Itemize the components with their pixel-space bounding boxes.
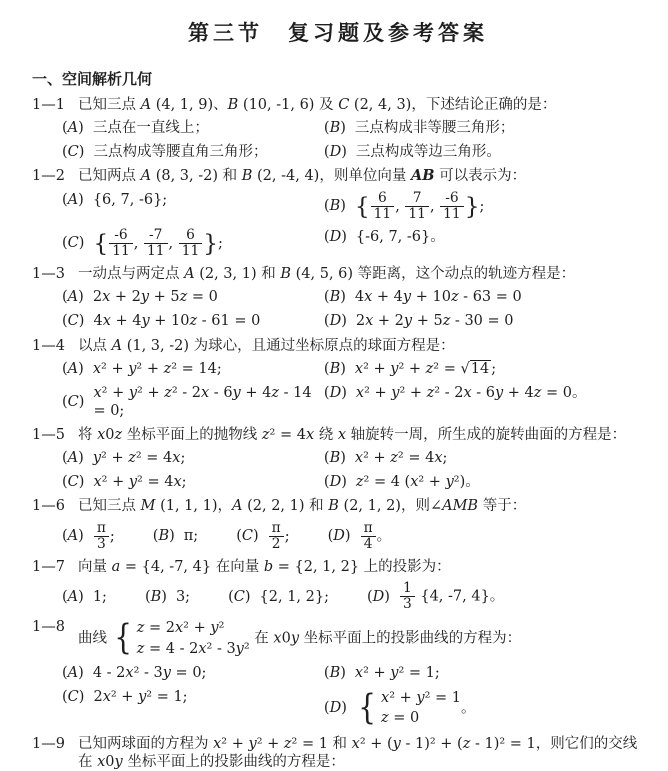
option-d (324, 473, 644, 491)
option-d (328, 521, 392, 552)
option-label: (D) (327, 528, 351, 545)
options-row (62, 581, 644, 612)
option-content: y² + z² = 4x; (92, 450, 186, 467)
question-number: 1—1 (32, 97, 65, 113)
option-b (153, 527, 198, 545)
options-grid (62, 119, 644, 161)
question-stem: 已知三点 M (1, 1, 1)，A (2, 2, 1) 和 B (2, 1, 2)，则∠AMB 等于： (78, 498, 527, 515)
option-b (145, 588, 190, 606)
question-number: 1—9 (32, 735, 65, 752)
option-a (62, 588, 107, 606)
option-label: (C) (62, 688, 85, 705)
option-d (324, 228, 644, 246)
option-content: { x² + y² = 1 z = 0 。 (358, 687, 476, 728)
option-label: (B) (152, 528, 175, 545)
page-title: 第三节 复习题及参考答案 (188, 20, 488, 45)
option-label: (C) (62, 235, 85, 252)
question-1-5 (32, 426, 644, 491)
option-c (62, 312, 324, 330)
option-label: (D) (323, 144, 347, 161)
option-d (367, 581, 504, 612)
question-number: 1—7 (32, 558, 65, 575)
option-label: (D) (323, 474, 347, 491)
option-label: (A) (62, 528, 84, 545)
option-c (236, 521, 289, 552)
question-stem: 已知三点 A (4, 1, 9)、B (10, -1, 6) 及 C (2, 4, 3)，下述结论正确的是： (78, 97, 557, 113)
option-content: x² + y² + z² = 14; (92, 360, 222, 377)
option-content: 三点构成等腰直角三角形； (93, 144, 268, 161)
option-c (228, 588, 329, 606)
option-label: (C) (228, 588, 251, 605)
option-content: 2x + 2y + 5z - 30 = 0 (355, 313, 514, 330)
option-label: (D) (323, 313, 347, 330)
question-1-2 (32, 167, 644, 259)
option-c (62, 228, 324, 259)
option-d (324, 688, 644, 729)
options-row (62, 521, 644, 552)
option-label: (B) (323, 664, 346, 681)
option-label: (D) (366, 588, 390, 605)
option-label: (B) (323, 289, 346, 306)
question-stem: 曲线 { z = 2x² + y² z = 4 - 2x² - 3y² 在 x0y 坐标平面上的投影曲线的方程为： (78, 617, 522, 658)
question-number: 1—2 (32, 168, 65, 185)
question-stem: 一动点与两定点 A (2, 3, 1) 和 B (4, 5, 6) 等距离，这个动点的轨迹方程是： (78, 266, 576, 283)
question-1-8 (32, 618, 644, 728)
question-1-1 (32, 96, 644, 161)
option-content: 三点构成非等腰三角形； (354, 120, 515, 137)
option-content: {6, 7, -6}; (92, 191, 168, 208)
option-label: (C) (62, 474, 85, 491)
option-label: (B) (323, 120, 346, 137)
question-1-4 (32, 337, 644, 421)
question-stem: 以点 A (1, 3, -2) 为球心，且通过坐标原点的球面方程是： (78, 337, 455, 354)
option-c (62, 384, 324, 420)
option-content: $\frac{\pi}{4}$ 。 (360, 521, 392, 552)
option-label: (B) (323, 360, 346, 377)
option-d (324, 312, 644, 330)
option-c (62, 688, 324, 706)
option-label: (A) (62, 191, 84, 208)
option-b (324, 288, 644, 306)
option-content: x² + y² = 1; (354, 664, 440, 681)
option-b (324, 119, 644, 137)
question-stem: 已知两球面的方程为 x² + y² + z² = 1 和 x² + (y - 1)² + (z - 1)² = 1，则它们的交线在 x0y 坐标平面上的投影曲线的方程是： (78, 735, 638, 770)
option-label: (C) (62, 393, 85, 410)
option-c (62, 143, 324, 161)
option-content: $\frac{\pi}{3}$ ; (93, 521, 115, 552)
option-label: (C) (62, 144, 85, 161)
option-label: (C) (62, 313, 85, 330)
question-stem: 向量 a = {4, -7, 4} 在向量 b = {2, 1, 2} 上的投影为： (78, 558, 451, 575)
option-content: 3; (175, 588, 191, 605)
option-d (324, 384, 644, 402)
question-1-6 (32, 497, 644, 551)
question-number: 1—5 (32, 427, 65, 443)
option-content: {-6, 7, -6}。 (355, 228, 445, 245)
options-grid (62, 191, 644, 260)
option-c (62, 473, 324, 491)
option-label: (D) (323, 228, 347, 245)
option-label: (B) (323, 450, 346, 467)
option-content: π; (183, 528, 199, 545)
option-a (62, 191, 324, 209)
option-d (324, 143, 644, 161)
option-content: x² + y² = 4x; (93, 474, 187, 491)
question-stem: 已知两点 A (8, 3, -2) 和 B (2, -4, 4)，则单位向量 AB 可以表示为： (78, 167, 527, 185)
options-grid (62, 664, 644, 729)
option-b (324, 449, 644, 467)
question-number: 1—4 (32, 337, 65, 354)
option-a (62, 521, 115, 552)
option-content: 2x + 2y + 5z = 0 (92, 289, 218, 306)
option-a (62, 119, 324, 137)
question-1-3 (32, 265, 644, 330)
options-grid (62, 288, 644, 330)
option-label: (A) (62, 450, 84, 467)
option-content: z² = 4 (x² + y²)。 (355, 474, 480, 491)
options-grid (62, 449, 644, 491)
question-stem: 将 x0z 坐标平面上的抛物线 z² = 4x 绕 x 轴旋转一周，所生成的旋转曲面的方程是： (78, 427, 627, 443)
option-label: (C) (236, 528, 259, 545)
option-a (62, 449, 324, 467)
option-a (62, 288, 324, 306)
option-label: (D) (323, 384, 347, 401)
option-label: (A) (62, 289, 84, 306)
option-content: { $\frac{6}{11}$ , $\frac{7}{11}$ , $\frac{-6}{11}$ }; (354, 189, 485, 222)
option-a (62, 664, 324, 682)
section-heading: 一、空间解析几何 (32, 70, 153, 89)
option-label: (A) (62, 120, 84, 137)
option-content: 三点在一直线上； (92, 120, 209, 137)
option-b (324, 664, 644, 682)
option-content: {2, 1, 2}; (259, 588, 329, 605)
option-content: 2x² + y² = 1; (93, 688, 188, 705)
option-content: $\frac{\pi}{2}$ ; (268, 521, 290, 552)
option-label: (D) (323, 700, 347, 717)
option-a (62, 360, 324, 378)
options-grid (62, 360, 644, 420)
option-label: (A) (62, 588, 84, 605)
option-content: x² + z² = 4x; (354, 450, 448, 467)
option-content: 4x + 4y + 10z - 61 = 0 (93, 313, 261, 330)
option-label: (B) (323, 198, 346, 215)
question-1-7 (32, 558, 644, 612)
option-content: 1; (92, 588, 107, 605)
option-content: 4x + 4y + 10z - 63 = 0 (354, 289, 522, 306)
option-content: 三点构成等边三角形。 (355, 144, 501, 161)
question-number: 1—3 (32, 266, 65, 283)
option-content: $\frac{1}{3}$ {4, -7, 4}。 (399, 581, 504, 612)
option-label: (B) (144, 588, 167, 605)
option-b (324, 360, 644, 378)
option-content: x² + y² + z² - 2x - 6y + 4z = 0。 (355, 384, 587, 401)
option-content: x² + y² + z² = √14 ; (354, 360, 497, 377)
option-content: { $\frac{-6}{11}$ , $\frac{-7}{11}$ , $\frac{6}{11}$ }; (93, 226, 223, 259)
option-label: (A) (62, 664, 84, 681)
option-label: (A) (62, 360, 84, 377)
question-number: 1—6 (32, 498, 65, 515)
option-content: x² + y² + z² - 2x - 6y + 4z - 14 = 0; (93, 384, 312, 419)
question-number: 1—8 (32, 619, 65, 636)
option-content: 4 - 2x² - 3y = 0; (92, 664, 207, 681)
question-1-9 (32, 735, 644, 771)
option-b (324, 191, 644, 222)
